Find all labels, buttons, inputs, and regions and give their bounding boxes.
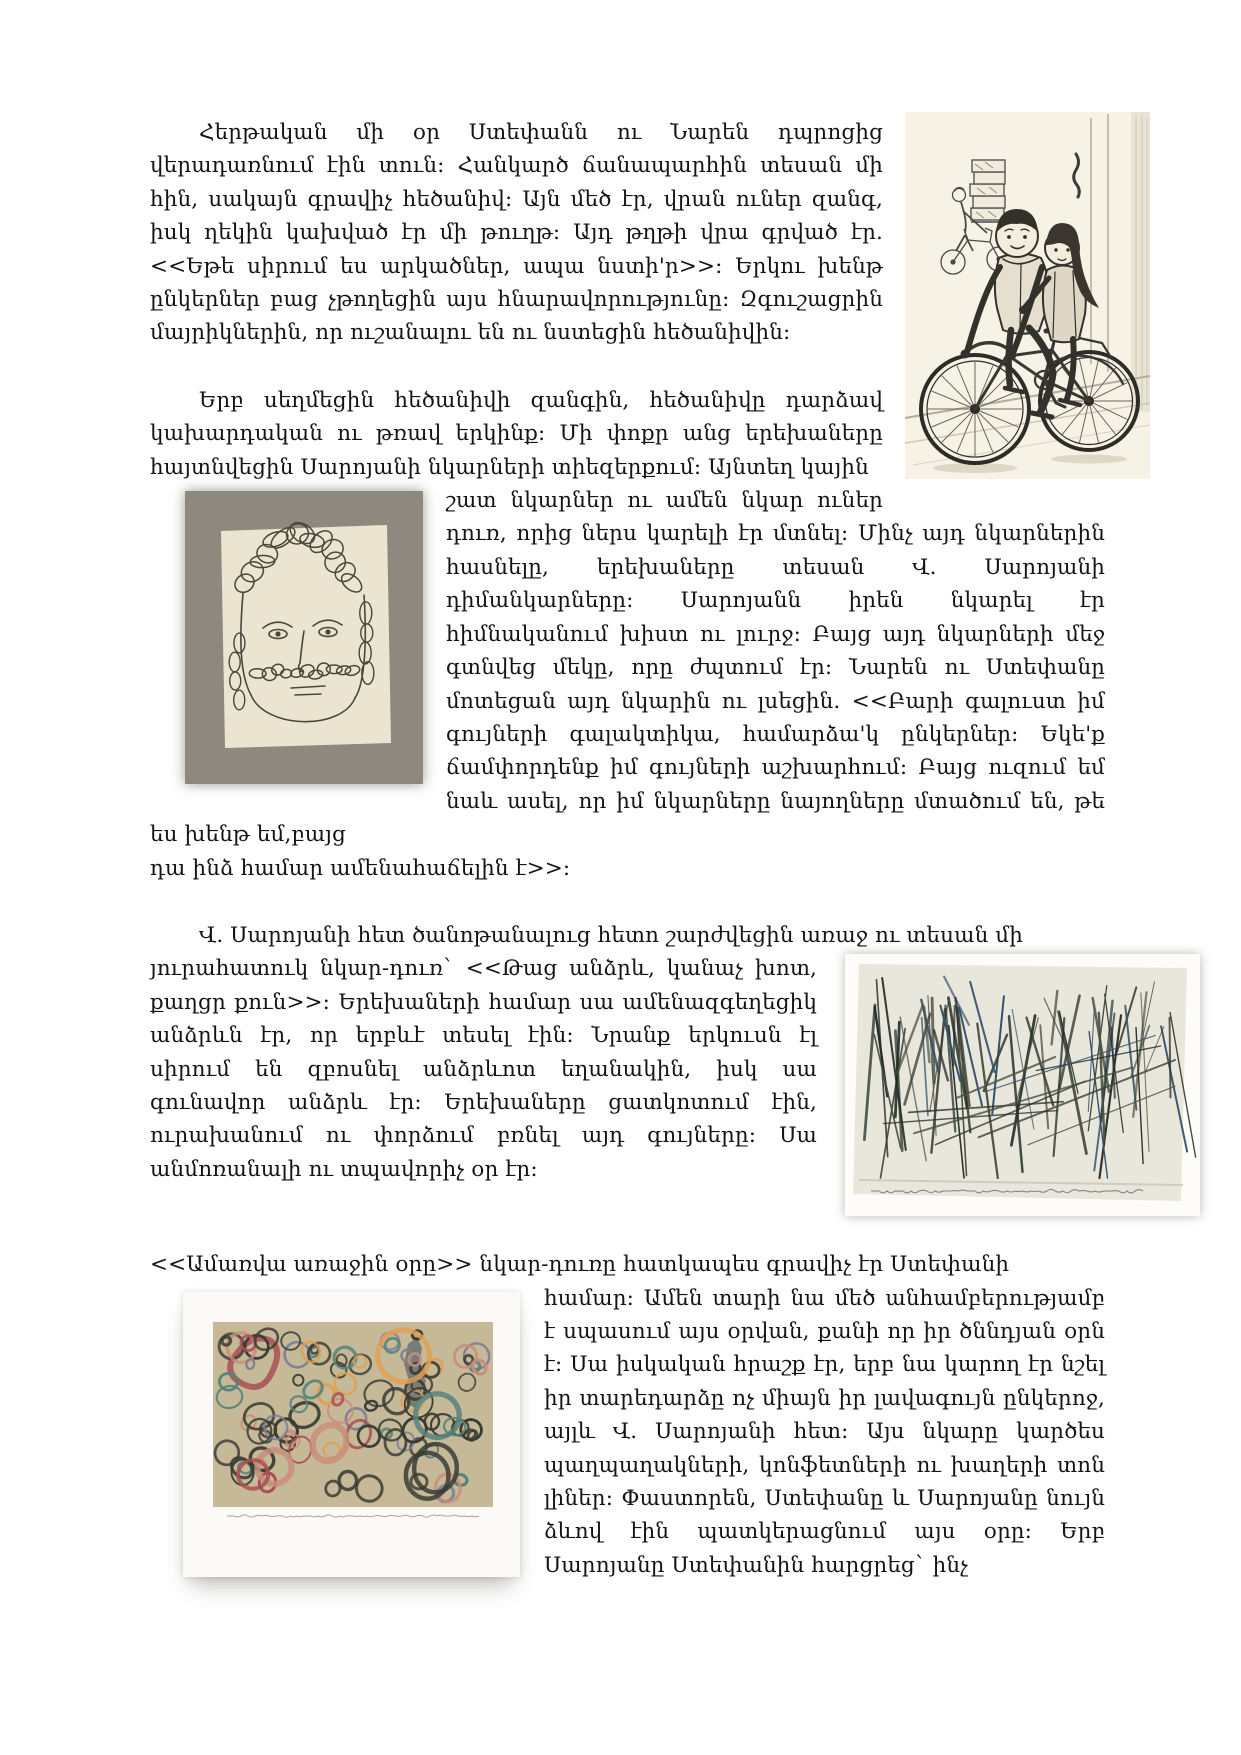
story-paragraph-4-line-1: <<Ամառվա առաջին օրը>> նկար-դուռը հատկապես գրավիչ էր Ստեփանի: [150, 1252, 1010, 1278]
story-paragraph-2-segment-a: Երբ սեղմեցին հեծանիվի զանգին, հեծանիվը դարձավ կախարդական ու թռավ երկինք: Մի փոքր անց երեխաները հայտնվեցին Սարոյանի նկարների տիեզերքում: Այնտեղ կային: [150, 387, 883, 480]
story-paragraph-2-segment-b: շատ նկարներ ու ամեն նկար ուներ դուռ, որից ներս կարելի էր մտնել: Մինչ այդ նկարներին հասնելը, երեխաները տեսան Վ. Սարոյանի դիմանկարները: Սարոյանն իրեն նկարել էր հիմնականում խիստ ու լուրջ: Բայց այդ նկարների մեջ գտնվեց մեկը, որը ժպտում էր: Նարեն ու Ստեփանը մոտեցան այդ նկարին ու լսեցին. <<Բարի գալուստ իմ գույների գալակտիկա, համարձա'կ ընկերներ: Եկե'ք ճամփորդենք իմ գույների աշխարհում: Բայց ուզում եմ նաև ասել, որ իմ նկարները նայողները մտածում են, թե ես խենթ եմ,բայց: [150, 488, 1105, 848]
story-paragraph-3-line-1: Վ. Սարոյանի հետ ծանոթանալուց հետո շարժվեցին առաջ ու տեսան մի: [199, 922, 1023, 948]
grass-drawing: [845, 954, 1200, 1216]
story-paragraph-1: Հերթական մի օր Ստեփանն ու Նարեն դպրոցից վերադառնում էին տուն: Հանկարծ ճանապարհին տեսան մի հին, սակայն գրավիչ հեծանիվ: Այն մեծ էր, վրան ուներ զանգ, իսկ ղեկին կախված էր մի թուղթ: Այդ թղթի վրա գրված էր.<<Եթե սիրում ես արկածներ, ապա նստի'ր>>: Երկու խենթ ընկերներ բաց չթողեցին այս հնարավորությունը: Զգուշացրին մայրիկներին, որ ուշանալու են ու նստեցին հեծանիվին:: [150, 120, 883, 346]
figure-saroyan-self-portrait: [185, 491, 423, 784]
figure-children-on-bicycle: [905, 112, 1150, 479]
story-paragraph-2-segment-c: դա ինձ համար ամենահաճելին է>>:: [150, 855, 571, 881]
box-stack: [970, 160, 1005, 220]
figure-abstract-rings-painting: [183, 1292, 520, 1577]
figure-grass-ink-drawing: [845, 954, 1200, 1216]
bicycle-kids-drawing: [905, 112, 1150, 479]
story-paragraph-4-rest: համար: Ամեն տարի նա մեծ անհամբերությամբ է սպասում այս օրվան, քանի որ իր ծննդյան օրն է: Սա իսկական հրաշք էր, երբ նա կարող էր նշել իր տարեդարձը ոչ միայն իր լավագույն ընկերոջ, այլև Վ. Սարոյանի հետ: Այս նկարը կարծես պաղպաղակների, կոնֆետների ու խաղերի տոն լիներ: Փաստորեն, Ստեփանը և Սարոյանը նույն ձևով էին պատկերացնում այս օրը: Երբ Սարոյանը Ստեփանին հարցրեց` ինչ: [544, 1285, 1105, 1578]
story-paragraph-3-rest: յուրահատուկ նկար-դուռ` <<Թաց անձրև, կանաչ խոտ, քաղցր քուն>>: Երեխաների համար սա ամենազգեղեցիկ անձրևն էր, որ երբևէ տեսել էին: Նրանք երկուսն էլ սիրում են զբոսնել անձրևոտ եղանակին, իսկ սա գունավոր անձրև էր: Երեխաները ցատկոտում էին, ուրախանում ու փորձում բռնել այդ գույները: Սա անմոռանալի ու տպավորիչ օր էր:: [150, 956, 817, 1182]
abstract-painting: [183, 1292, 520, 1577]
self-portrait-sketch-drawing: [185, 491, 423, 784]
